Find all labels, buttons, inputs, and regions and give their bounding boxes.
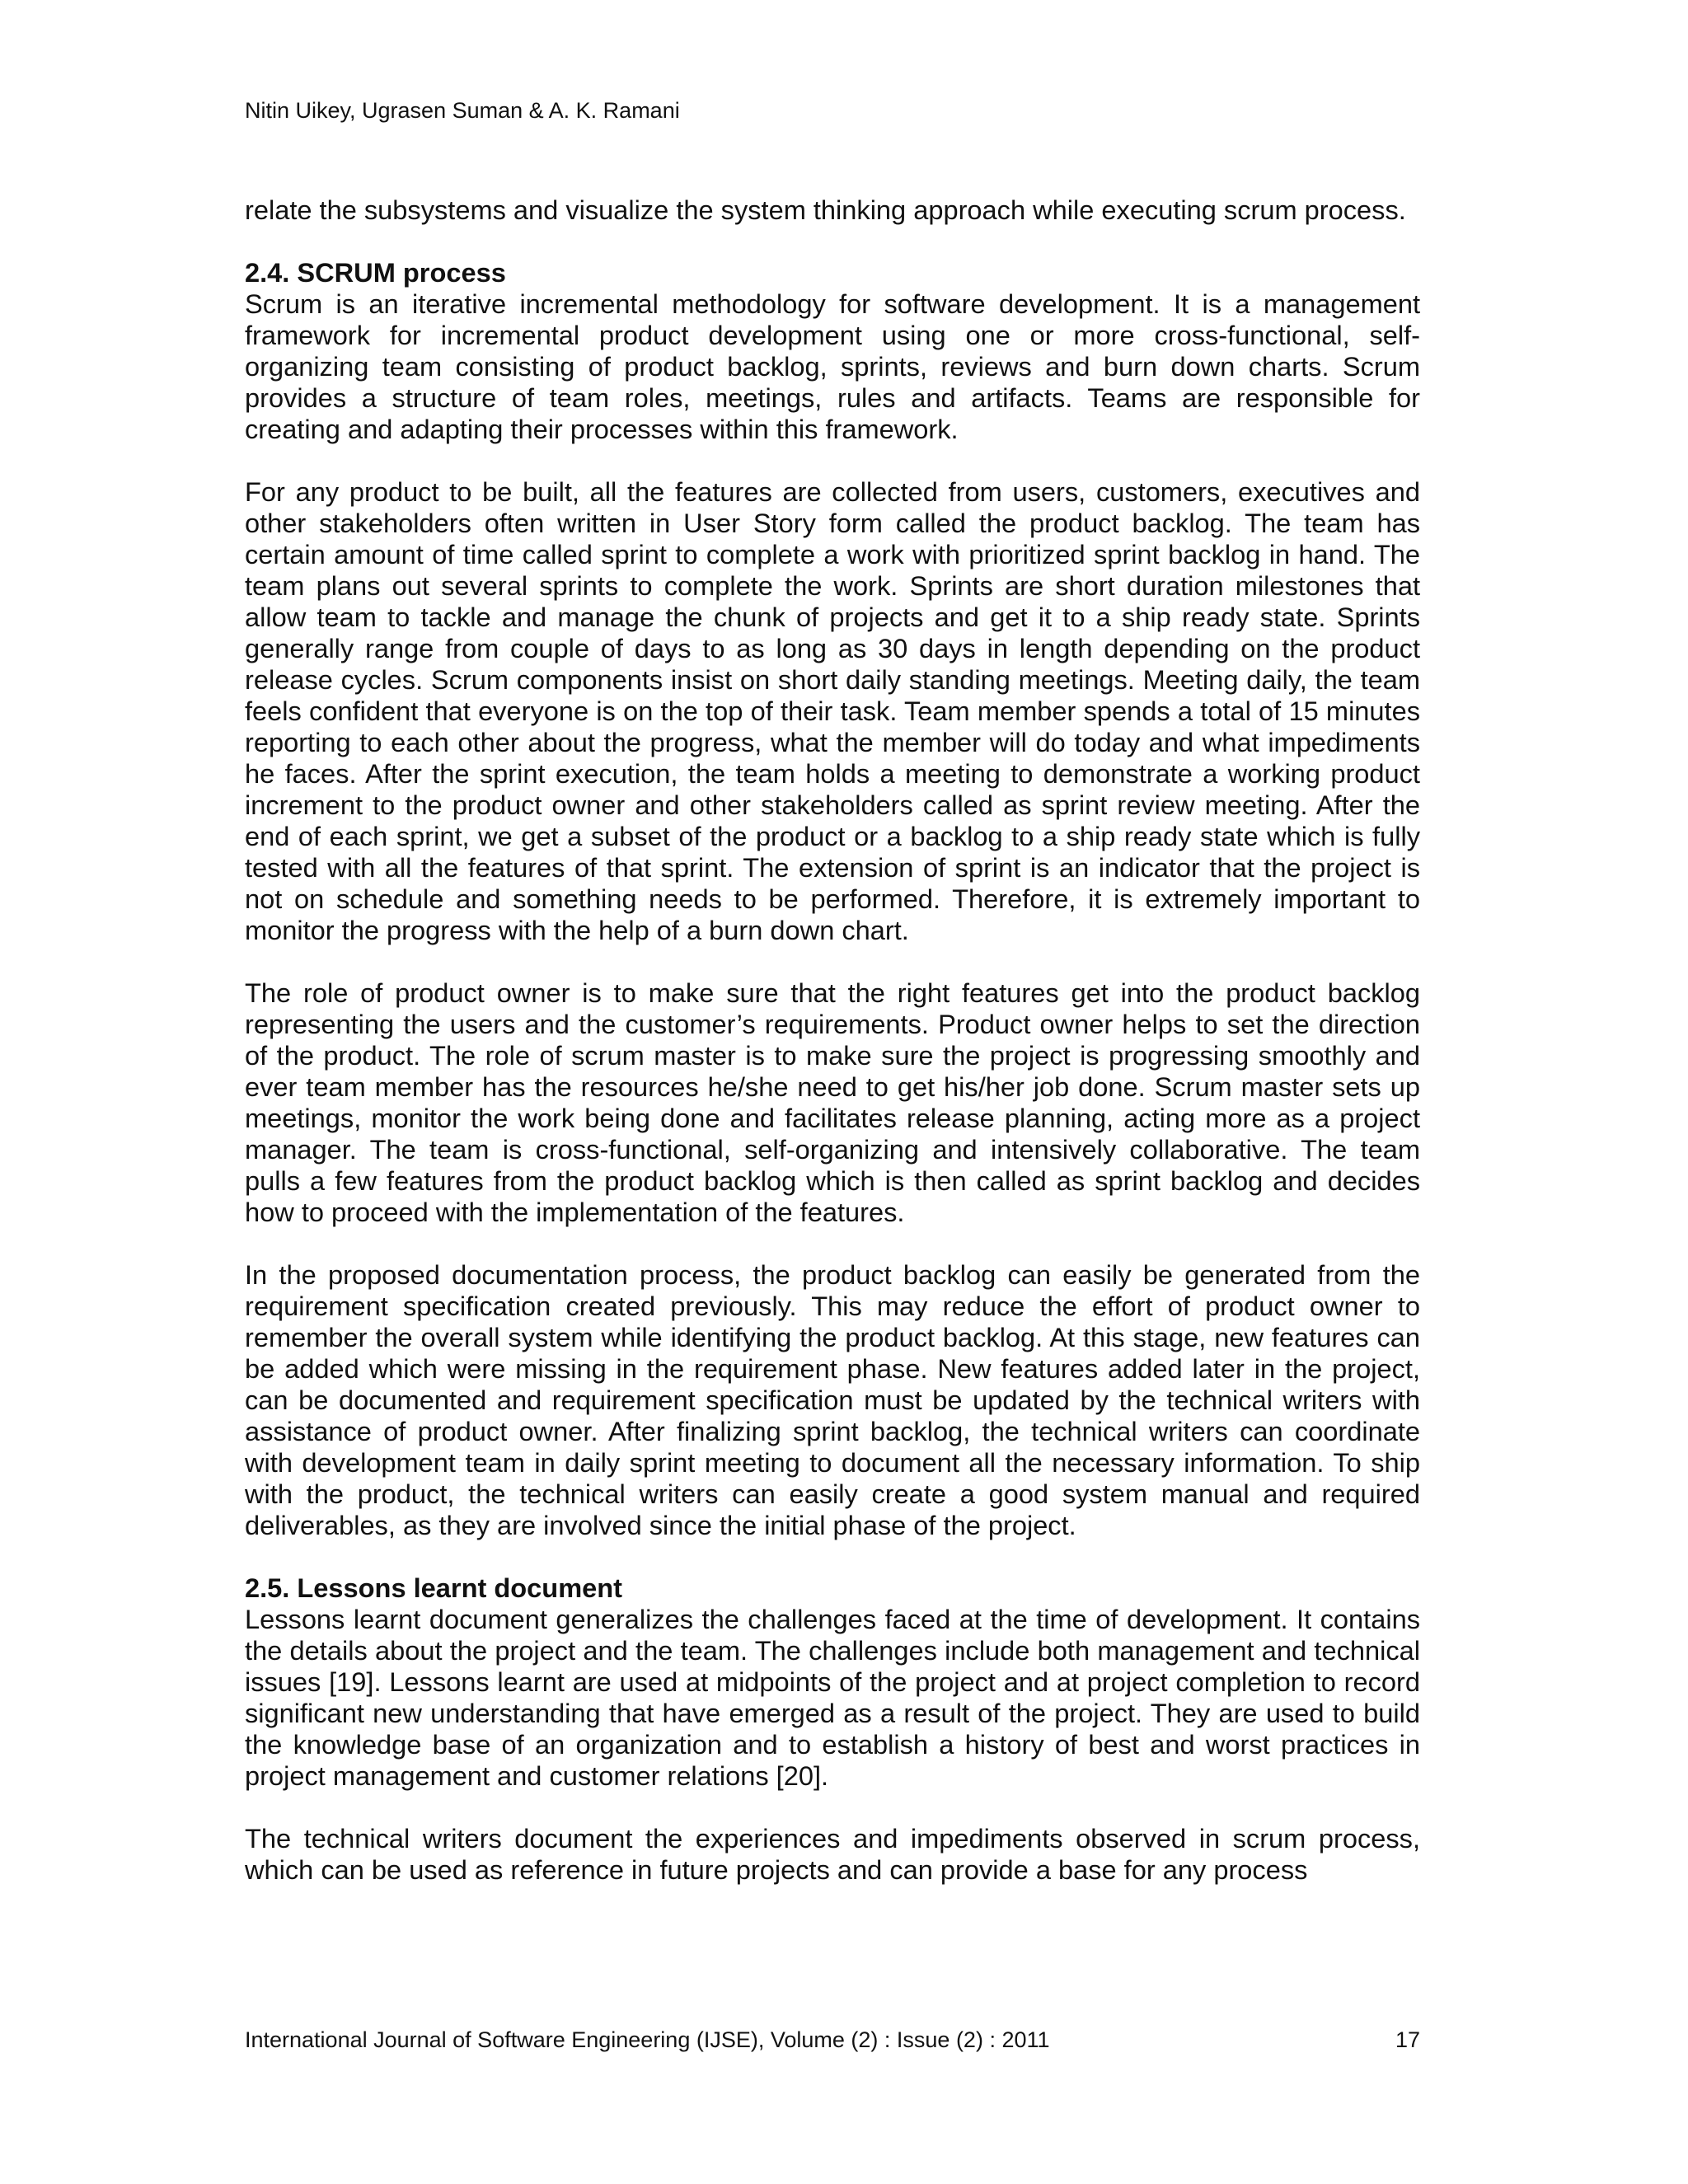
section-2-4-paragraph-4: In the proposed documentation process, the product backlog can easily be generated from the requirement specification created previously. This may reduce the effort of product owner to remember the overall system while identifying the product backlog. At this stage, new features can be added which were missing in the requirement phase. New features added later in the project, can be documented and requirement specification must be updated by the technical writers with assistance of product owner. After finalizing sprint backlog, the technical writers can coordinate with development team in daily sprint meeting to document all the necessary information. To ship with the product, the technical writers can easily create a good system manual and required deliverables, as they are involved since the initial phase of the project. xyxy=(245,1259,1420,1540)
footer-page-number: 17 xyxy=(1395,2027,1420,2052)
section-heading-2-5: 2.5. Lessons learnt document xyxy=(245,1572,623,1603)
section-2-4-paragraph-3: The role of product owner is to make sure that the right features get into the product backlog representing the users and the customer’s requirements. Product owner helps to set the direction of the product. The role of scrum master is to make sure the project is progressing smoothly and ever team member has the resources he/she need to get his/her job done. Scrum master sets up meetings, monitor the work being done and facilitates release planning, acting more as a project manager. The team is cross-functional, self-organizing and intensively collaborative. The team pulls a few features from the product backlog which is then called as sprint backlog and decides how to proceed with the implementation of the features. xyxy=(245,977,1420,1227)
running-footer xyxy=(245,2027,1420,2053)
running-header-authors: Nitin Uikey, Ugrasen Suman & A. K. Ramani xyxy=(245,98,680,123)
body-text xyxy=(245,194,1420,1917)
section-2-5-paragraph-2: The technical writers document the experiences and impediments observed in scrum process, which can be used as reference in future projects and can provide a base for any process xyxy=(245,1823,1420,1885)
section-2-5-paragraph-1: Lessons learnt document generalizes the challenges faced at the time of development. It contains the details about the project and the team. The challenges include both management and technical issues [19]. Lessons learnt are used at midpoints of the project and at project completion to record significant new understanding that have emerged as a result of the project. They are used to build the knowledge base of an organization and to establish a history of best and worst practices in project management and customer relations [20]. xyxy=(245,1604,1420,1791)
intro-fragment-paragraph: relate the subsystems and visualize the system thinking approach while executing scrum process. xyxy=(245,194,1406,225)
section-2-4-paragraph-2: For any product to be built, all the features are collected from users, customers, executives and other stakeholders often written in User Story form called the product backlog. The team has certain amount of time called sprint to complete a work with prioritized sprint backlog in hand. The team plans out several sprints to complete the work. Sprints are short duration milestones that allow team to tackle and manage the chunk of projects and get it to a ship ready state. Sprints generally range from couple of days to as long as 30 days in length depending on the product release cycles. Scrum components insist on short daily standing meetings. Meeting daily, the team feels confident that everyone is on the top of their task. Team member spends a total of 15 minutes reporting to each other about the progress, what the member will do today and what impediments he faces. After the sprint execution, the team holds a meeting to demonstrate a working product increment to the product owner and other stakeholders called as sprint review meeting. After the end of each sprint, we get a subset of the product or a backlog to a ship ready state which is fully tested with all the features of that sprint. The extension of sprint is an indicator that the project is not on schedule and something needs to be performed. Therefore, it is extremely important to monitor the progress with the help of a burn down chart. xyxy=(245,476,1420,945)
footer-journal-citation: International Journal of Software Engineering (IJSE), Volume (2) : Issue (2) : 2011 xyxy=(245,2027,1050,2052)
section-heading-2-4: 2.4. SCRUM process xyxy=(245,257,506,288)
section-2-4-paragraph-1: Scrum is an iterative incremental methodology for software development. It is a management framework for incremental product development using one or more cross-functional, self-organizing team consisting of product backlog, sprints, reviews and burn down charts. Scrum provides a structure of team roles, meetings, rules and artifacts. Teams are responsible for creating and adapting their processes within this framework. xyxy=(245,288,1420,444)
